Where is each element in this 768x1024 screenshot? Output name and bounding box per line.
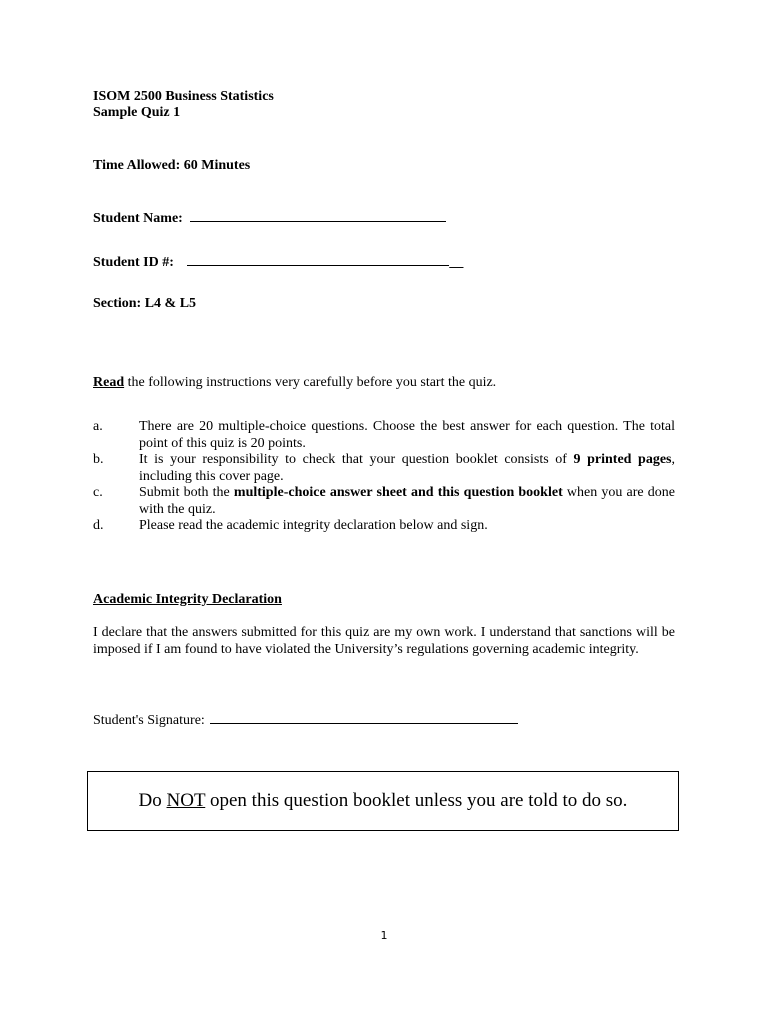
declaration-body: I declare that the answers submitted for this quiz are my own work. I understand that sanctions will be imposed if I am found to have violated the University’s regulations governing academic integrity. [93,625,675,657]
list-item-bold-text: multiple-choice answer sheet and this question booklet [233,485,563,500]
list-marker: a. [93,419,103,434]
student-id-line [187,252,449,266]
notice-emphasis: NOT [166,790,206,811]
list-item-text: Please read the academic integrity declaration below and sign. [139,518,488,533]
page-number: 1 [380,929,388,942]
list-item-text-part: Submit both the [139,485,234,500]
quiz-name: Sample Quiz 1 [93,105,181,120]
instructions-intro-text: the following instructions very carefully before you start the quiz. [124,375,497,390]
student-id-label: Student ID #: [93,255,174,270]
list-item-text-part: It is your responsibility to check that your question booklet consists of [139,452,574,467]
declaration-heading: Academic Integrity Declaration [93,592,282,607]
signature-row [93,710,518,729]
list-item-text [139,452,675,485]
list-item-text-part: when you are done with the quiz. [139,485,675,517]
signature-line [210,710,518,724]
notice-text-part: open this question booklet unless you are told to do so. [205,790,628,811]
notice-text [139,790,628,812]
instructions-intro [93,375,496,391]
list-marker: d. [93,518,104,533]
list-marker: b. [93,452,104,467]
list-item-text: There are 20 multiple-choice questions. Choose the best answer for each question. The total point of this quiz is 20 points. [139,419,675,451]
list-item-text [139,485,675,518]
notice-text-part: Do [138,790,167,811]
list-item [93,452,675,485]
signature-label: Student's Signature: [93,713,205,728]
list-item [93,419,675,452]
course-name: ISOM 2500 Business Statistics [93,89,274,104]
instructions-list [93,419,675,535]
student-name-row [93,208,446,227]
list-item [93,485,675,518]
student-id-row [93,252,463,271]
list-item-bold-text: 9 printed pages [573,452,672,467]
student-id-line-tail: __ [449,255,464,270]
student-name-label: Student Name: [93,211,183,226]
read-word: Read [93,375,125,390]
time-allowed: Time Allowed: 60 Minutes [93,158,251,173]
list-marker: c. [93,485,103,500]
section-label: Section: L4 & L5 [93,296,197,311]
course-title [93,89,274,121]
list-item-text-part: , including this cover page. [139,452,675,484]
list-item [93,518,675,535]
student-name-line [190,208,446,222]
notice-box [87,771,679,831]
